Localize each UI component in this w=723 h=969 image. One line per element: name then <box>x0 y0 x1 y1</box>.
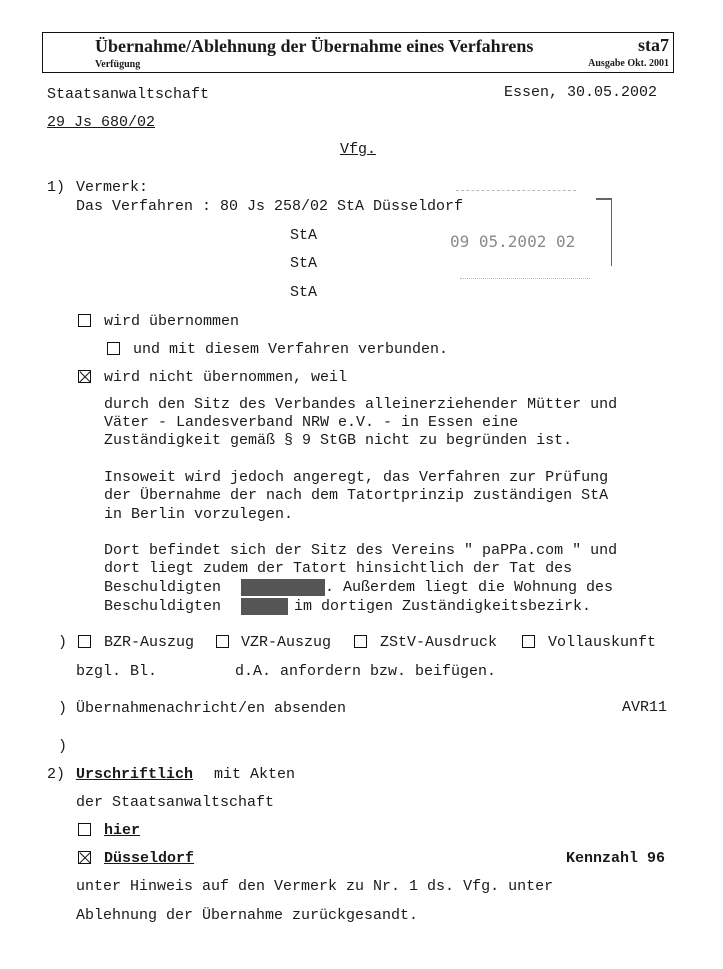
reason-p3-line-1: Dort befindet sich der Sitz des Vereins " paPPa.com " und <box>104 542 618 559</box>
checkbox-bzr[interactable] <box>78 635 91 648</box>
reason-p3-line-2: dort liegt zudem der Tatort hinsichtlich der Tat des <box>104 560 573 577</box>
vfg-heading: Vfg. <box>340 141 377 158</box>
mit-akten-label: mit Akten <box>214 766 296 783</box>
nachricht-code: AVR11 <box>622 699 668 716</box>
file-number: 29 Js 680/02 <box>47 114 156 131</box>
nachricht-paren: ) <box>58 700 68 717</box>
hinweis-line-2: Ablehnung der Übernahme zurückgesandt. <box>76 907 419 924</box>
checkbox-nicht-uebernommen[interactable] <box>78 370 91 383</box>
label-vzr: VZR-Auszug <box>241 634 332 651</box>
section-1-number: 1) <box>47 179 66 196</box>
section-2-number: 2) <box>47 766 66 783</box>
form-code: sta7 <box>638 35 669 55</box>
place-date: Essen, 30.05.2002 <box>504 84 658 101</box>
reason-p3-line-4a: Beschuldigten <box>104 598 222 615</box>
reason-p2-line-1: Insoweit wird jedoch angeregt, das Verfahren zur Prüfung <box>104 469 609 486</box>
reason-p3-line-3a: Beschuldigten <box>104 579 222 596</box>
checkbox-uebernommen[interactable] <box>78 314 91 327</box>
extracts-paren: ) <box>58 634 68 651</box>
form-header <box>42 32 674 73</box>
sta-line-1: StA <box>290 227 318 244</box>
label-duesseldorf: Düsseldorf <box>104 850 195 867</box>
checkbox-vollauskunft[interactable] <box>522 635 535 648</box>
label-bzr: BZR-Auszug <box>104 634 195 651</box>
vermerk-label: Vermerk: <box>76 179 149 196</box>
reason-p3-line-3b: . Außerdem liegt die Wohnung des <box>325 579 614 596</box>
stamp-date: 09 05.2002 02 <box>450 232 576 251</box>
form-edition: Ausgabe Okt. 2001 <box>588 58 669 69</box>
form-subtitle: Verfügung <box>95 59 141 70</box>
receipt-stamp <box>432 188 614 294</box>
redaction-box <box>241 579 325 596</box>
form-title: Übernahme/Ablehnung der Übernahme eines Verfahrens <box>95 36 534 56</box>
hinweis-line-1: unter Hinweis auf den Vermerk zu Nr. 1 ds. Vfg. unter <box>76 878 554 895</box>
checkbox-vzr[interactable] <box>216 635 229 648</box>
authority: Staatsanwaltschaft <box>47 86 210 103</box>
checkbox-duesseldorf[interactable] <box>78 851 91 864</box>
reason-p2-line-2: der Übernahme der nach dem Tatortprinzip zuständigen StA <box>104 487 609 504</box>
verfahren-line: Das Verfahren : 80 Js 258/02 StA Düsseldorf <box>76 198 464 215</box>
anfordern-text: d.A. anfordern bzw. beifügen. <box>235 663 497 680</box>
label-nicht-uebernommen: wird nicht übernommen, weil <box>104 369 348 386</box>
reason-p2-line-3: in Berlin vorzulegen. <box>104 506 294 523</box>
reason-p1-line-3: Zuständigkeit gemäß § 9 StGB nicht zu begründen ist. <box>104 432 573 449</box>
bzgl-label: bzgl. Bl. <box>76 663 158 680</box>
sta-line-2: StA <box>290 255 318 272</box>
checkbox-verbunden[interactable] <box>107 342 120 355</box>
der-sta-label: der Staatsanwaltschaft <box>76 794 275 811</box>
empty-item-paren: ) <box>58 738 68 755</box>
label-uebernommen: wird übernommen <box>104 313 240 330</box>
checkbox-zstv[interactable] <box>354 635 367 648</box>
label-zstv: ZStV-Ausdruck <box>380 634 498 651</box>
reason-p3-line-4b: im dortigen Zuständigkeitsbezirk. <box>294 598 592 615</box>
redaction-box <box>241 598 288 615</box>
label-verbunden: und mit diesem Verfahren verbunden. <box>133 341 449 358</box>
kennzahl: Kennzahl 96 <box>566 850 666 867</box>
reason-p1-line-1: durch den Sitz des Verbandes alleinerziehender Mütter und <box>104 396 618 413</box>
label-hier: hier <box>104 822 141 839</box>
urschriftlich-label: Urschriftlich <box>76 766 194 783</box>
sta-line-3: StA <box>290 284 318 301</box>
label-vollauskunft: Vollauskunft <box>548 634 657 651</box>
nachricht-text: Übernahmenachricht/en absenden <box>76 700 347 717</box>
reason-p1-line-2: Väter - Landesverband NRW e.V. - in Essen eine <box>104 414 519 431</box>
checkbox-hier[interactable] <box>78 823 91 836</box>
